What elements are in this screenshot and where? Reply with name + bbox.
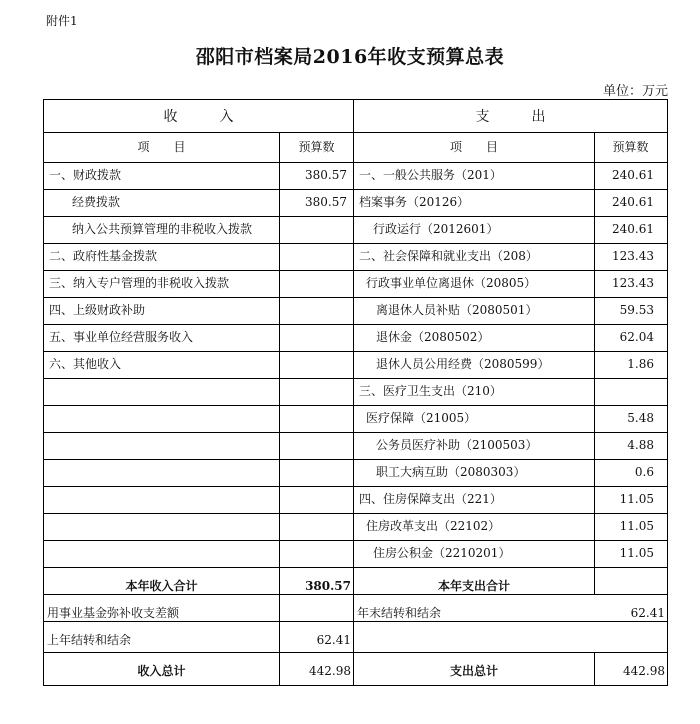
expense-row-value: 123.43 — [612, 276, 654, 290]
prior-carryover-value: 62.41 — [316, 633, 351, 647]
expense-grand-label: 支出总计 — [449, 664, 498, 678]
income-row-label: 一、财政拨款 — [49, 168, 122, 182]
expense-row-value: 0.6 — [634, 465, 654, 479]
expense-row-label: 一、一般公共服务（201） — [359, 168, 502, 182]
expense-row-value: 59.53 — [619, 303, 654, 317]
income-grand-value: 442.98 — [309, 664, 351, 678]
expense-row-label: 四、住房保障支出（221） — [359, 492, 502, 506]
expense-grand-value: 442.98 — [623, 664, 665, 678]
expense-row-value: 240.61 — [612, 222, 654, 236]
expense-row-label: 职工大病互助（2080303） — [376, 465, 526, 479]
page-title: 邵阳市档案局2016年收支预算总表 — [195, 46, 505, 68]
expense-row-value: 123.43 — [612, 249, 654, 263]
income-total-label: 本年收入合计 — [125, 579, 198, 593]
expense-row-label: 行政运行（2012601） — [373, 222, 499, 236]
expense-item-header: 项 目 — [449, 140, 498, 154]
income-row-label: 六、其他收入 — [49, 357, 122, 371]
expense-row-label: 退休金（2080502） — [376, 330, 490, 344]
fund-balance-label: 用事业基金弥补收支差额 — [47, 606, 180, 620]
expense-row-value: 5.48 — [627, 411, 654, 425]
expense-row-label: 医疗保障（21005） — [366, 411, 477, 425]
budget-table — [43, 99, 668, 686]
income-total-value: 380.57 — [305, 579, 351, 593]
income-grand-label: 收入总计 — [137, 664, 186, 678]
expense-section-header: 支 出 — [475, 109, 546, 125]
attachment-label: 附件1 — [46, 14, 78, 28]
expense-row-label: 档案事务（20126） — [359, 195, 470, 209]
expense-row-value: 1.86 — [627, 357, 654, 371]
expense-row-label: 离退休人员补贴（2080501） — [376, 303, 538, 317]
expense-row-label: 行政事业单位离退休（20805） — [366, 276, 537, 290]
expense-total-label: 本年支出合计 — [437, 579, 510, 593]
expense-row-label: 二、社会保障和就业支出（208） — [359, 249, 538, 263]
expense-row-value: 240.61 — [612, 195, 654, 209]
income-section-header: 收 入 — [163, 109, 234, 125]
expense-budget-header: 预算数 — [612, 140, 649, 154]
expense-row-label: 公务员医疗补助（2100503） — [376, 438, 538, 452]
income-row-label: 五、事业单位经营服务收入 — [49, 330, 194, 344]
expense-row-label: 住房公积金（2210201） — [373, 546, 511, 560]
expense-row-label: 住房改革支出（22102） — [366, 519, 501, 533]
income-row-label: 四、上级财政补助 — [49, 303, 146, 317]
income-row-label: 纳入公共预算管理的非税收入拨款 — [72, 222, 253, 236]
unit-label: 单位：万元 — [602, 84, 668, 99]
income-item-header: 项 目 — [137, 140, 186, 154]
expense-row-value: 11.05 — [619, 519, 654, 533]
income-row-label: 二、政府性基金拨款 — [49, 249, 158, 263]
carryover-expense-label: 年末结转和结余 — [357, 606, 442, 620]
income-row-value: 380.57 — [305, 168, 347, 182]
expense-row-label: 退休人员公用经费（2080599） — [376, 357, 550, 371]
income-row-label: 经费拨款 — [72, 195, 121, 209]
expense-row-value: 240.61 — [612, 168, 654, 182]
expense-row-value: 11.05 — [619, 492, 654, 506]
expense-row-value: 11.05 — [619, 546, 654, 560]
income-row-value: 380.57 — [305, 195, 347, 209]
expense-row-value: 62.04 — [619, 330, 654, 344]
expense-row-label: 三、医疗卫生支出（210） — [359, 384, 502, 398]
income-budget-header: 预算数 — [298, 140, 335, 154]
prior-carryover-label: 上年结转和结余 — [47, 633, 132, 647]
income-row-label: 三、纳入专户管理的非税收入拨款 — [49, 276, 230, 290]
carryover-expense-value: 62.41 — [630, 606, 665, 620]
expense-row-value: 4.88 — [627, 438, 654, 452]
